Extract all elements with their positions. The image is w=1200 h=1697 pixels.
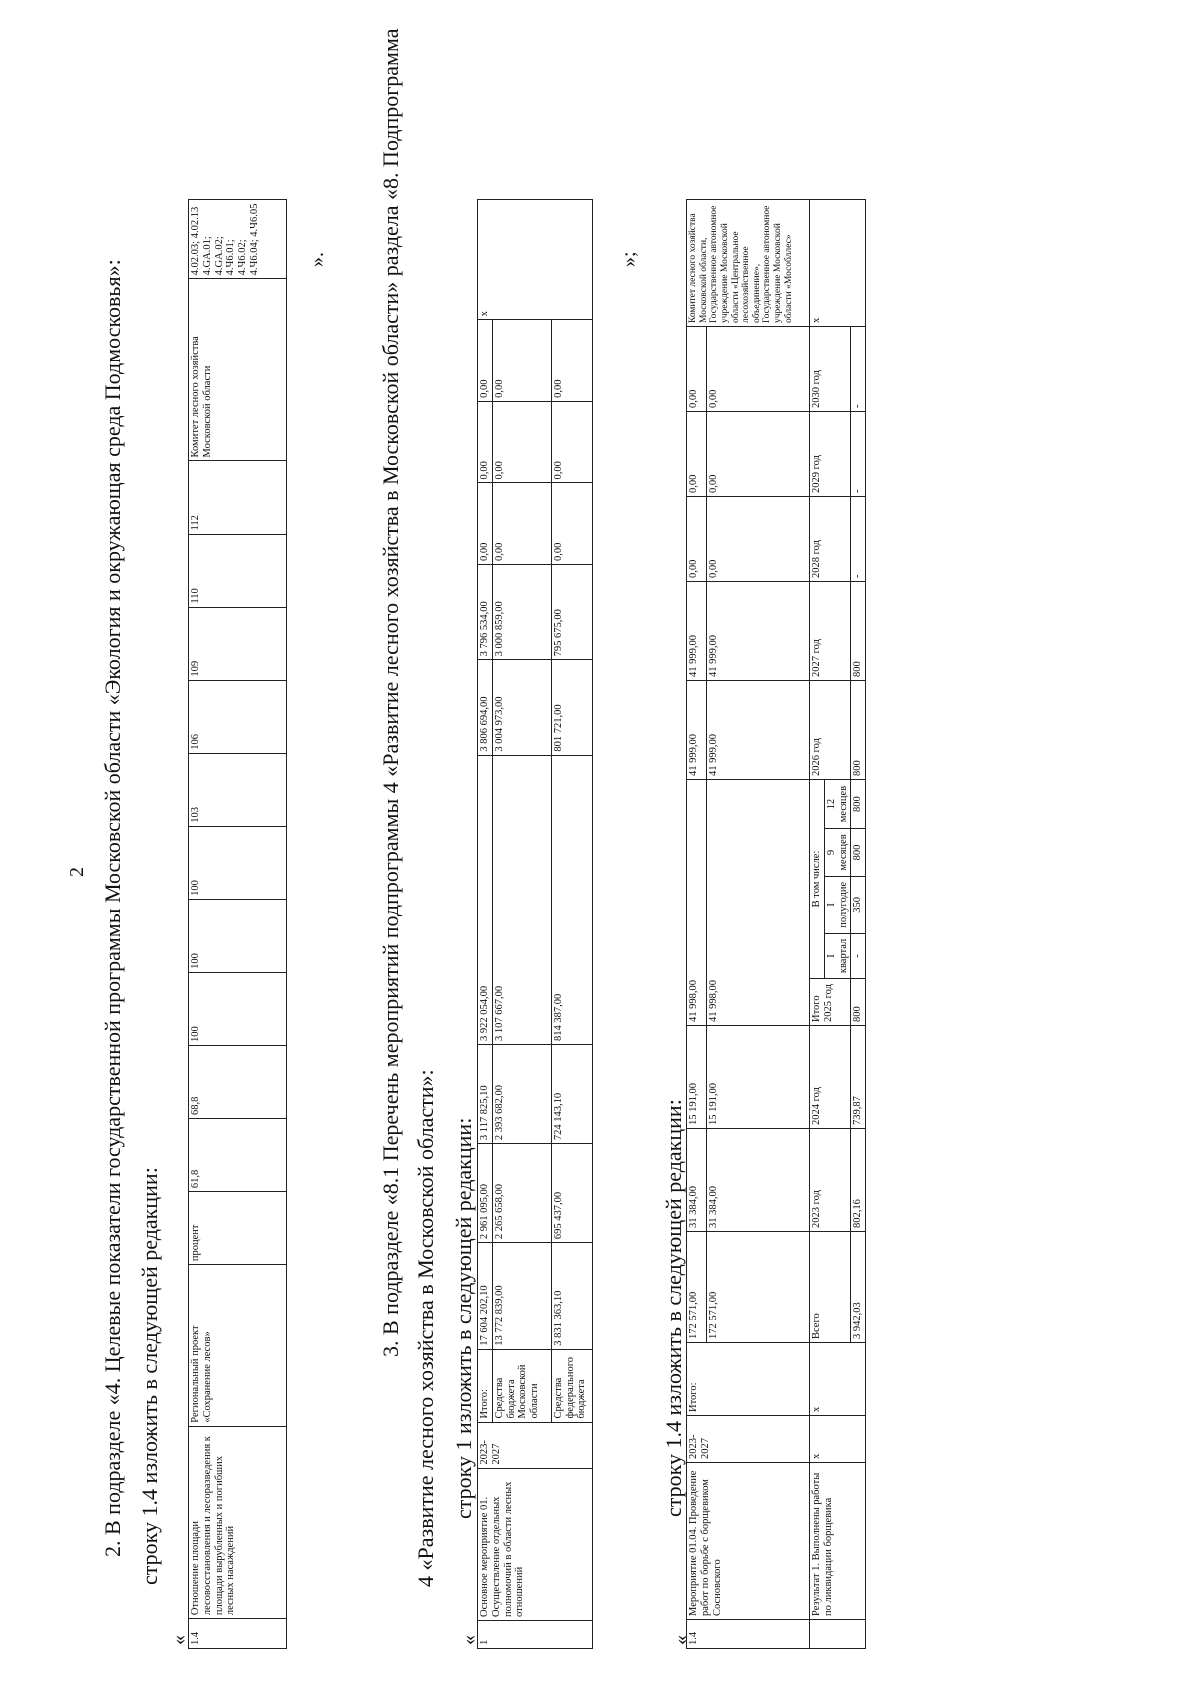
hdr-2028: 2028 год — [810, 497, 851, 582]
y2024-cell: 2 393 682,00 — [492, 1044, 551, 1143]
val-2024: 739,87 — [851, 1026, 866, 1129]
y2030-cell: 0,00 — [478, 320, 493, 402]
y2028-cell: 0,00 — [687, 497, 707, 582]
value-cell: 109 — [189, 607, 287, 680]
funding-source: Итого: — [687, 1343, 810, 1416]
val-q1: - — [851, 933, 866, 978]
val-9m: 800 — [851, 829, 866, 877]
val-2028: - — [851, 497, 866, 582]
paragraph-2-instruction: строку 1.4 изложить в следующей редакции: — [137, 1167, 162, 1585]
val-total: 3 942,03 — [851, 1232, 866, 1343]
indicators-table — [188, 199, 287, 1649]
y2027-cell: 3 796 534,00 — [478, 564, 493, 659]
y2027-cell: 795 675,00 — [551, 564, 592, 659]
y2025-cell: 3 107 667,00 — [492, 755, 551, 1044]
executor-cell: Комитет лесного хозяйства Московской области, Государственное автономное учреждение Московской области «Центральное лесохозяйственное объединение», Государственное автономное учреждение Московской области «Мособллес» — [687, 200, 810, 327]
val-itogo-2025: 800 — [851, 979, 866, 1026]
y2026-cell: 41 999,00 — [687, 681, 707, 780]
y2023-cell: 31 384,00 — [707, 1129, 810, 1232]
hdr-2023: 2023 год — [810, 1129, 851, 1232]
y2027-cell: 41 999,00 — [687, 582, 707, 681]
y2028-cell: 0,00 — [492, 483, 551, 565]
close-quote-2: »; — [618, 251, 640, 267]
funding-source: Итого: — [478, 1349, 493, 1422]
y2026-cell: 41 999,00 — [707, 681, 810, 780]
result-name: Результат 1. Выполнены работы по ликвидации борщевика — [810, 1463, 866, 1620]
hdr-2029: 2029 год — [810, 412, 851, 497]
hdr-9m: 9 месяцев — [824, 829, 851, 877]
y2024-cell: 724 143,10 — [551, 1044, 592, 1143]
codes-cell: 4.02.03; 4.02.13 4.GA.01; 4.GA.02; 4.Ч6.01; 4.Ч6.02; 4.Ч6.04; 4.Ч6.05 — [189, 200, 287, 279]
y2024-cell: 3 117 825,10 — [478, 1044, 493, 1143]
indicator-unit: процент — [189, 1192, 287, 1265]
value-cell: 103 — [189, 753, 287, 826]
y2024-cell: 15 191,00 — [707, 1026, 810, 1129]
funding-source: Средства бюджета Московской области — [492, 1349, 551, 1422]
value-cell: 100 — [189, 972, 287, 1045]
value-cell: 106 — [189, 680, 287, 753]
y2028-cell: 0,00 — [478, 483, 493, 565]
y2029-cell: 0,00 — [492, 401, 551, 483]
indicator-type: Региональный проект «Сохранение лесов» — [189, 1265, 287, 1427]
hdr-2027: 2027 год — [810, 582, 851, 681]
hdr-2024: 2024 год — [810, 1026, 851, 1129]
hdr-h1: I полугодие — [824, 876, 851, 933]
result-last: x — [810, 200, 866, 327]
hdr-total: Всего — [810, 1232, 851, 1343]
y2029-cell: 0,00 — [707, 412, 810, 497]
hdr-q1: I квартал — [824, 933, 851, 978]
funding-source: Средства федерального бюджета — [551, 1349, 592, 1422]
hdr-12m: 12 месяцев — [824, 780, 851, 829]
y2029-cell: 0,00 — [478, 401, 493, 483]
hdr-incl: В том числе: — [810, 780, 825, 979]
total-cell: 17 604 202,10 — [478, 1243, 493, 1350]
paragraph-2: 2. В подразделе «4. Целевые показатели государственной программы Московской области «Экология и окружающая среда Подмосковья»: — [100, 259, 125, 1557]
y2025-cell: 41 998,00 — [687, 780, 707, 1026]
result-period: x — [810, 1416, 866, 1463]
row-number: 1.4 — [687, 1620, 810, 1649]
val-2029: - — [851, 412, 866, 497]
measure-name: Основное мероприятие 01. Осуществление отдельных полномочий в области лесных отношений — [478, 1468, 593, 1620]
page-number: 2 — [66, 867, 88, 877]
measure-period: 2023-2027 — [478, 1422, 593, 1468]
value-cell: 61,8 — [189, 1119, 287, 1192]
hdr-2026: 2026 год — [810, 681, 851, 780]
result-source: x — [810, 1343, 866, 1416]
open-quote-1: « — [168, 1635, 190, 1645]
val-2027: 800 — [851, 582, 866, 681]
open-quote-2: « — [458, 1635, 480, 1645]
value-cell: 68,8 — [189, 1045, 287, 1118]
total-cell: 172 571,00 — [707, 1232, 810, 1343]
y2030-cell: 0,00 — [551, 320, 592, 402]
y2028-cell: 0,00 — [551, 483, 592, 565]
responsible-cell: Комитет лесного хозяйства Московской области — [189, 279, 287, 461]
y2025-cell: 814 387,00 — [551, 755, 592, 1044]
measures-table-row1 — [477, 199, 593, 1649]
total-cell: 3 831 363,10 — [551, 1243, 592, 1350]
paragraph-3: 3. В подразделе «8.1 Перечень мероприятий подпрограммы 4 «Развитие лесного хозяйства в Московской области» раздела «8. Подпрограмма — [378, 28, 403, 1357]
table-row — [189, 200, 287, 1649]
y2025-cell: 3 922 054,00 — [478, 755, 493, 1044]
val-12m: 800 — [851, 780, 866, 829]
value-cell: 110 — [189, 534, 287, 607]
y2024-cell: 15 191,00 — [687, 1026, 707, 1129]
indicator-name: Отношение площади лесовосстановления и лесоразведения к площади вырубленных и погибших лесных насаждений — [189, 1426, 287, 1618]
paragraph-row14-instruction: строку 1.4 изложить в следующей редакции: — [661, 1099, 686, 1517]
value-cell: 100 — [189, 899, 287, 972]
close-quote-1: ». — [306, 252, 328, 267]
y2028-cell: 0,00 — [707, 497, 810, 582]
y2027-cell: 3 000 859,00 — [492, 564, 551, 659]
y2023-cell: 695 437,00 — [551, 1144, 592, 1243]
y2029-cell: 0,00 — [551, 401, 592, 483]
y2027-cell: 41 999,00 — [707, 582, 810, 681]
y2030-cell: 0,00 — [492, 320, 551, 402]
y2029-cell: 0,00 — [687, 412, 707, 497]
row-number: 1.4 — [189, 1619, 287, 1649]
y2026-cell: 3 806 694,00 — [478, 660, 493, 755]
y2026-cell: 3 004 973,00 — [492, 660, 551, 755]
val-h1: 350 — [851, 876, 866, 933]
value-cell: 100 — [189, 826, 287, 899]
paragraph-3-cont: 4 «Развитие лесного хозяйства в Московской области»: — [413, 1069, 438, 1587]
y2026-cell: 801 721,00 — [551, 660, 592, 755]
y2025-cell: 41 998,00 — [707, 780, 810, 1026]
measures-table-row14 — [686, 199, 866, 1649]
y2023-cell: 2 265 658,00 — [492, 1144, 551, 1243]
y2030-cell: 0,00 — [707, 327, 810, 412]
val-2026: 800 — [851, 681, 866, 780]
y2023-cell: 2 961 095,00 — [478, 1144, 493, 1243]
row-number: 1 — [478, 1620, 593, 1648]
total-cell: 172 571,00 — [687, 1232, 707, 1343]
table-row — [478, 200, 493, 1649]
row-number-empty — [810, 1620, 866, 1649]
total-cell: 13 772 839,00 — [492, 1243, 551, 1350]
val-2023: 802,16 — [851, 1129, 866, 1232]
measure-period: 2023-2027 — [687, 1416, 810, 1463]
table-row — [810, 200, 825, 1649]
val-2030: - — [851, 327, 866, 412]
paragraph-3-instruction: строку 1 изложить в следующей редакции: — [451, 1117, 476, 1519]
open-quote-3: « — [670, 1635, 692, 1645]
measure-name: Мероприятие 01.04. Проведение работ по борьбе с борщевиком Сосновского — [687, 1463, 810, 1620]
value-cell: 112 — [189, 461, 287, 534]
hdr-2030: 2030 год — [810, 327, 851, 412]
table-row — [687, 200, 707, 1649]
y2030-cell: 0,00 — [687, 327, 707, 412]
y2023-cell: 31 384,00 — [687, 1129, 707, 1232]
responsible-cell: x — [478, 200, 593, 320]
hdr-itogo-2025: Итого 2025 год — [810, 979, 851, 1026]
